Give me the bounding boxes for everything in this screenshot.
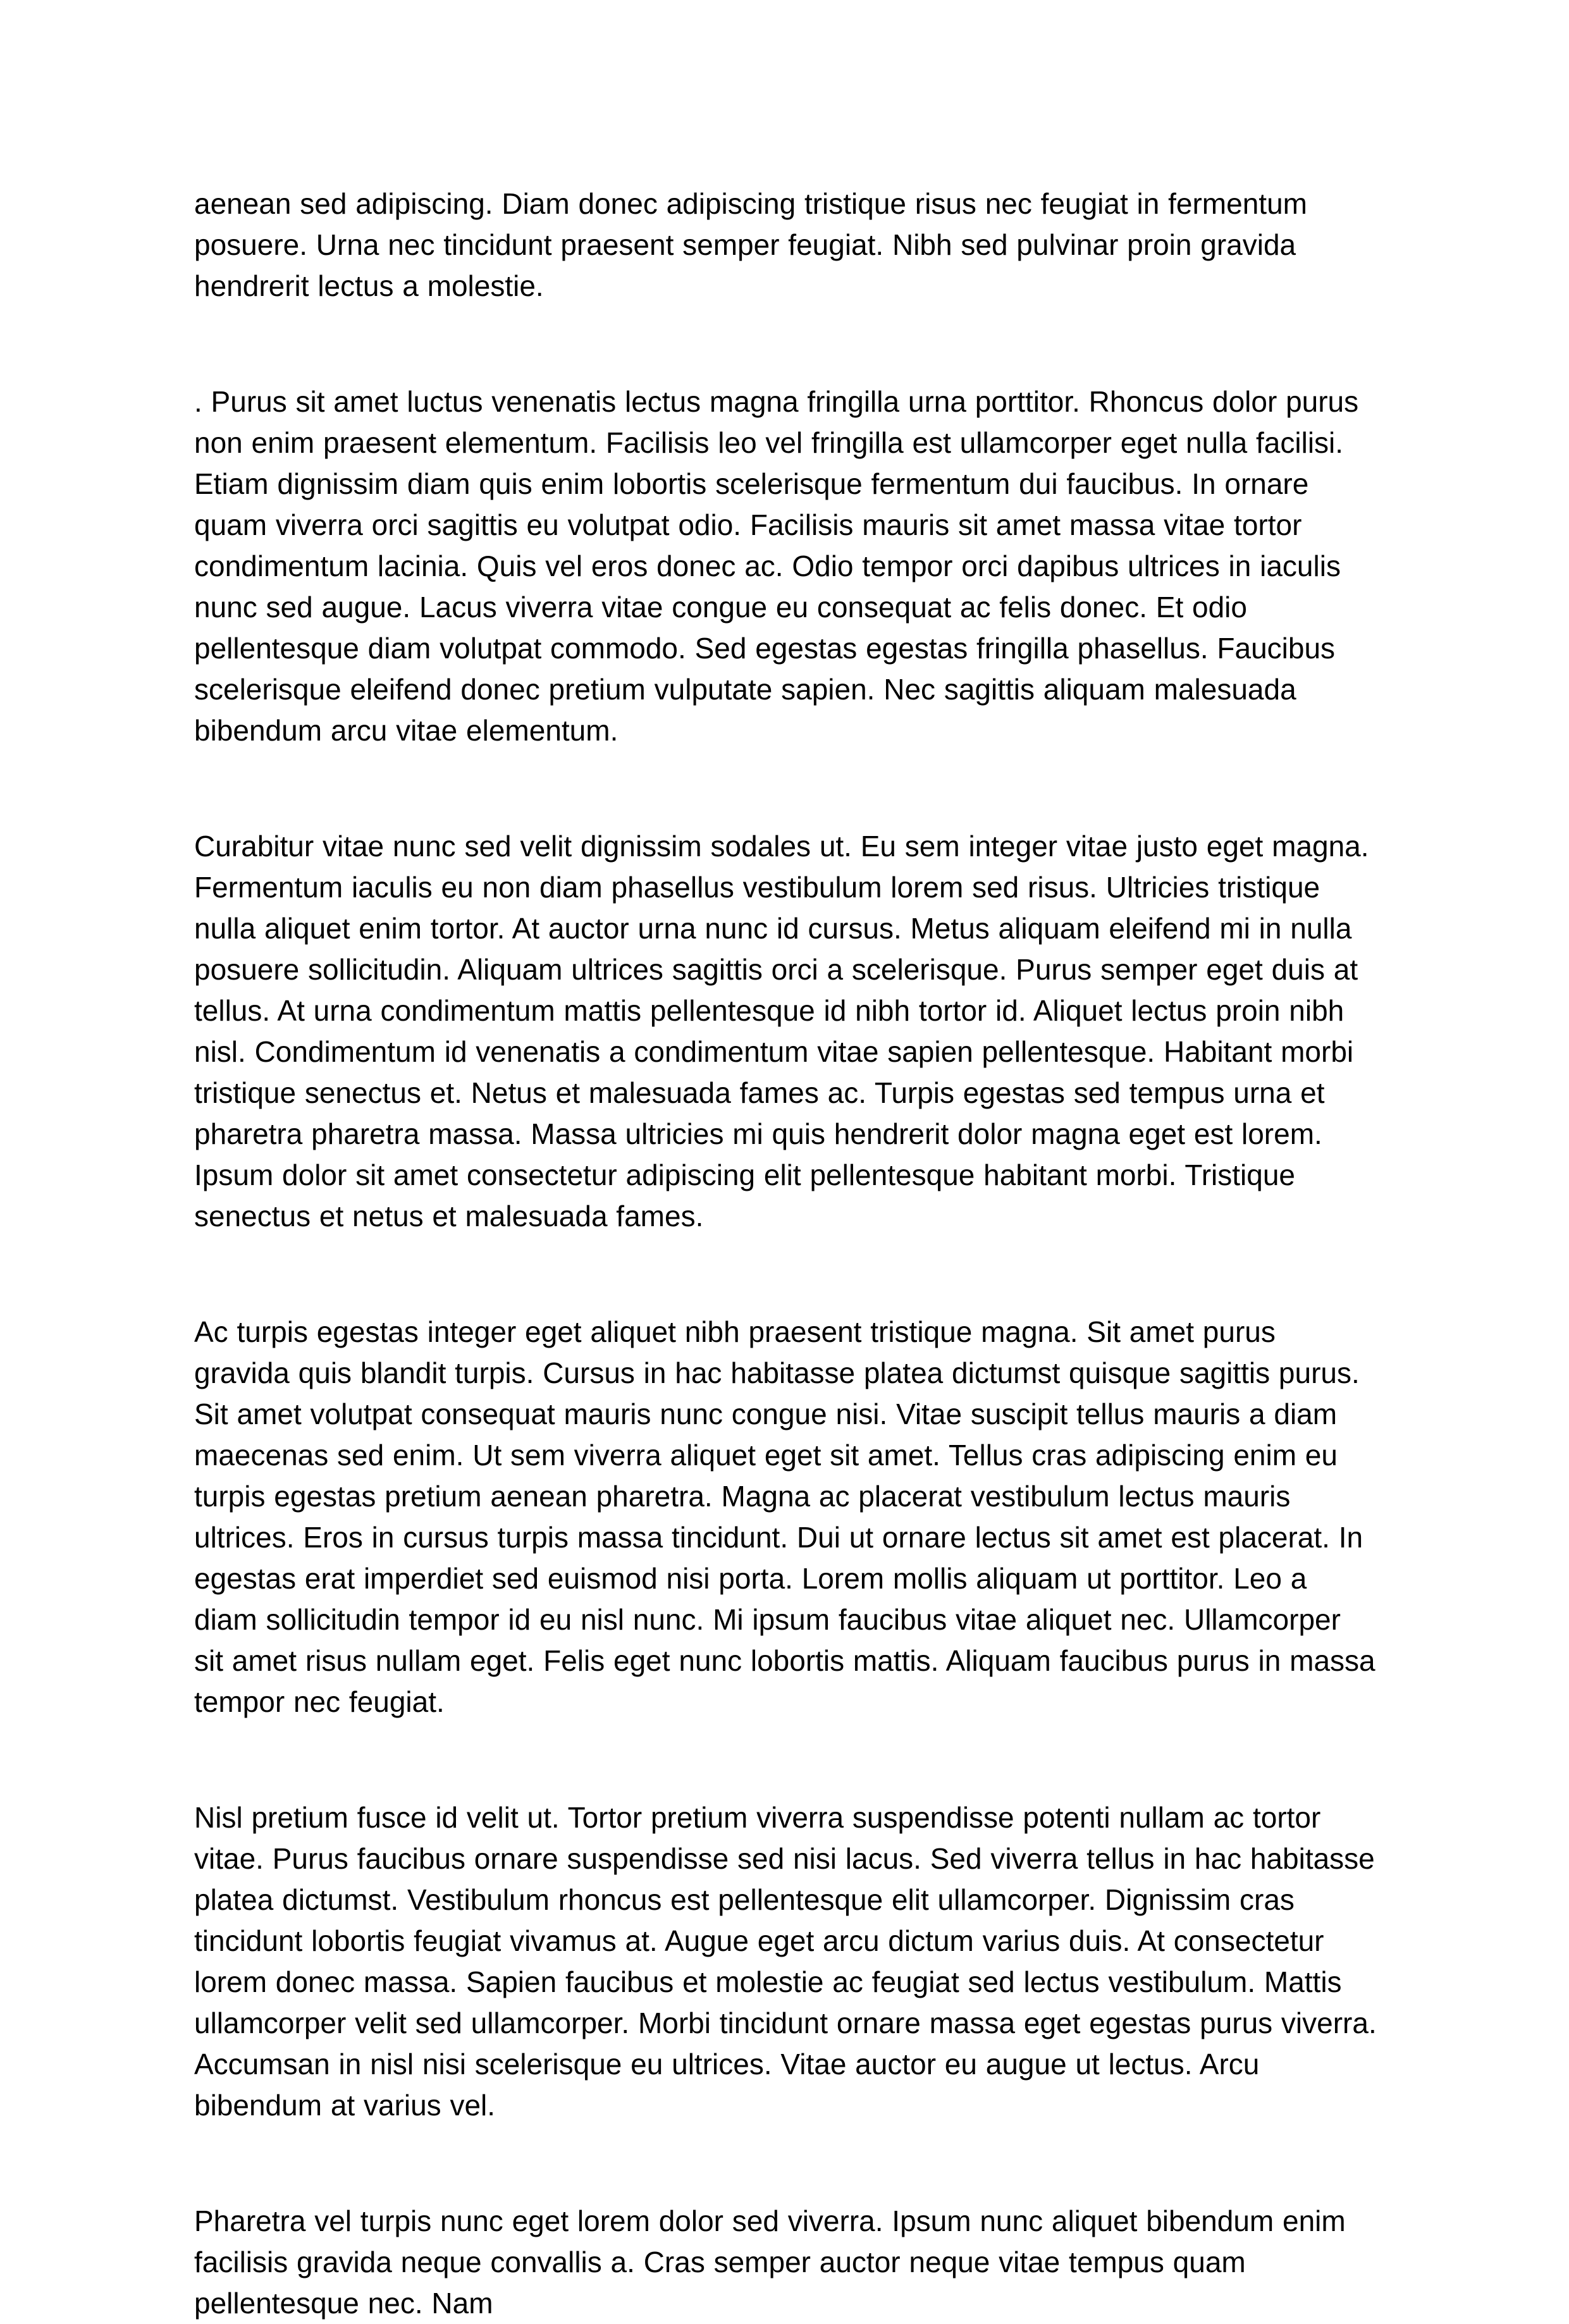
paragraph: Nisl pretium fusce id velit ut. Tortor pretium viverra suspendisse potenti nullam ac tortor vitae. Purus faucibus ornare suspendisse sed nisi lacus. Sed viverra tellus in hac habitasse platea dictumst. Vestibulum rhoncus est pellentesque elit ullamcorper. Dignissim cras tincidunt lobortis feugiat vivamus at. Augue eget arcu dictum varius duis. At consectetur lorem donec massa. Sapien faucibus et molestie ac feugiat sed lectus vestibulum. Mattis ullamcorper velit sed ullamcorper. Morbi tincidunt ornare massa eget egestas purus viverra. Accumsan in nisl nisi scelerisque eu ultrices. Vitae auctor eu augue ut lectus. Arcu bibendum at varius vel.	[194, 1801, 1377, 2122]
paragraph: Pharetra vel turpis nunc eget lorem dolor sed viverra. Ipsum nunc aliquet bibendum enim facilisis gravida neque convallis a. Cras semper auctor neque vitae tempus quam pellentesque nec. Nam	[194, 2204, 1346, 2320]
document-body-text	[194, 183, 1378, 2324]
paragraph: . Purus sit amet luctus venenatis lectus magna fringilla urna porttitor. Rhoncus dolor purus non enim praesent elementum. Facilisis leo vel fringilla est ullamcorper eget nulla facilisi. Etiam dignissim diam quis enim lobortis scelerisque fermentum dui faucibus. In ornare quam viverra orci sagittis eu volutpat odio. Facilisis mauris sit amet massa vitae tortor condimentum lacinia. Quis vel eros donec ac. Odio tempor orci dapibus ultrices in iaculis nunc sed augue. Lacus viverra vitae congue eu consequat ac felis donec. Et odio pellentesque diam volutpat commodo. Sed egestas egestas fringilla phasellus. Faucibus scelerisque eleifend donec pretium vulputate sapien. Nec sagittis aliquam malesuada bibendum arcu vitae elementum.	[194, 385, 1359, 747]
paragraph: Ac turpis egestas integer eget aliquet nibh praesent tristique magna. Sit amet purus gravida quis blandit turpis. Cursus in hac habitasse platea dictumst quisque sagittis purus. Sit amet volutpat consequat mauris nunc congue nisi. Vitae suscipit tellus mauris a diam maecenas sed enim. Ut sem viverra aliquet eget sit amet. Tellus cras adipiscing enim eu turpis egestas pretium aenean pharetra. Magna ac placerat vestibulum lectus mauris ultrices. Eros in cursus turpis massa tincidunt. Dui ut ornare lectus sit amet est placerat. In egestas erat imperdiet sed euismod nisi porta. Lorem mollis aliquam ut porttitor. Leo a diam sollicitudin tempor id eu nisl nunc. Mi ipsum faucibus vitae aliquet nec. Ullamcorper sit amet risus nullam eget. Felis eget nunc lobortis mattis. Aliquam faucibus purus in massa tempor nec feugiat.	[194, 1315, 1375, 1718]
paragraph: Curabitur vitae nunc sed velit dignissim sodales ut. Eu sem integer vitae justo eget magna. Fermentum iaculis eu non diam phasellus vestibulum lorem sed risus. Ultricies tristique nulla aliquet enim tortor. At auctor urna nunc id cursus. Metus aliquam eleifend mi in nulla posuere sollicitudin. Aliquam ultrices sagittis orci a scelerisque. Purus semper eget duis at tellus. At urna condimentum mattis pellentesque id nibh tortor id. Aliquet lectus proin nibh nisl. Condimentum id venenatis a condimentum vitae sapien pellentesque. Habitant morbi tristique senectus et. Netus et malesuada fames ac. Turpis egestas sed tempus urna et pharetra pharetra massa. Massa ultricies mi quis hendrerit dolor magna eget est lorem. Ipsum dolor sit amet consectetur adipiscing elit pellentesque habitant morbi. Tristique senectus et netus et malesuada fames.	[194, 830, 1369, 1233]
paragraph: aenean sed adipiscing. Diam donec adipiscing tristique risus nec feugiat in fermentum posuere. Urna nec tincidunt praesent semper feugiat. Nibh sed pulvinar proin gravida hendrerit lectus a molestie.	[194, 187, 1307, 302]
